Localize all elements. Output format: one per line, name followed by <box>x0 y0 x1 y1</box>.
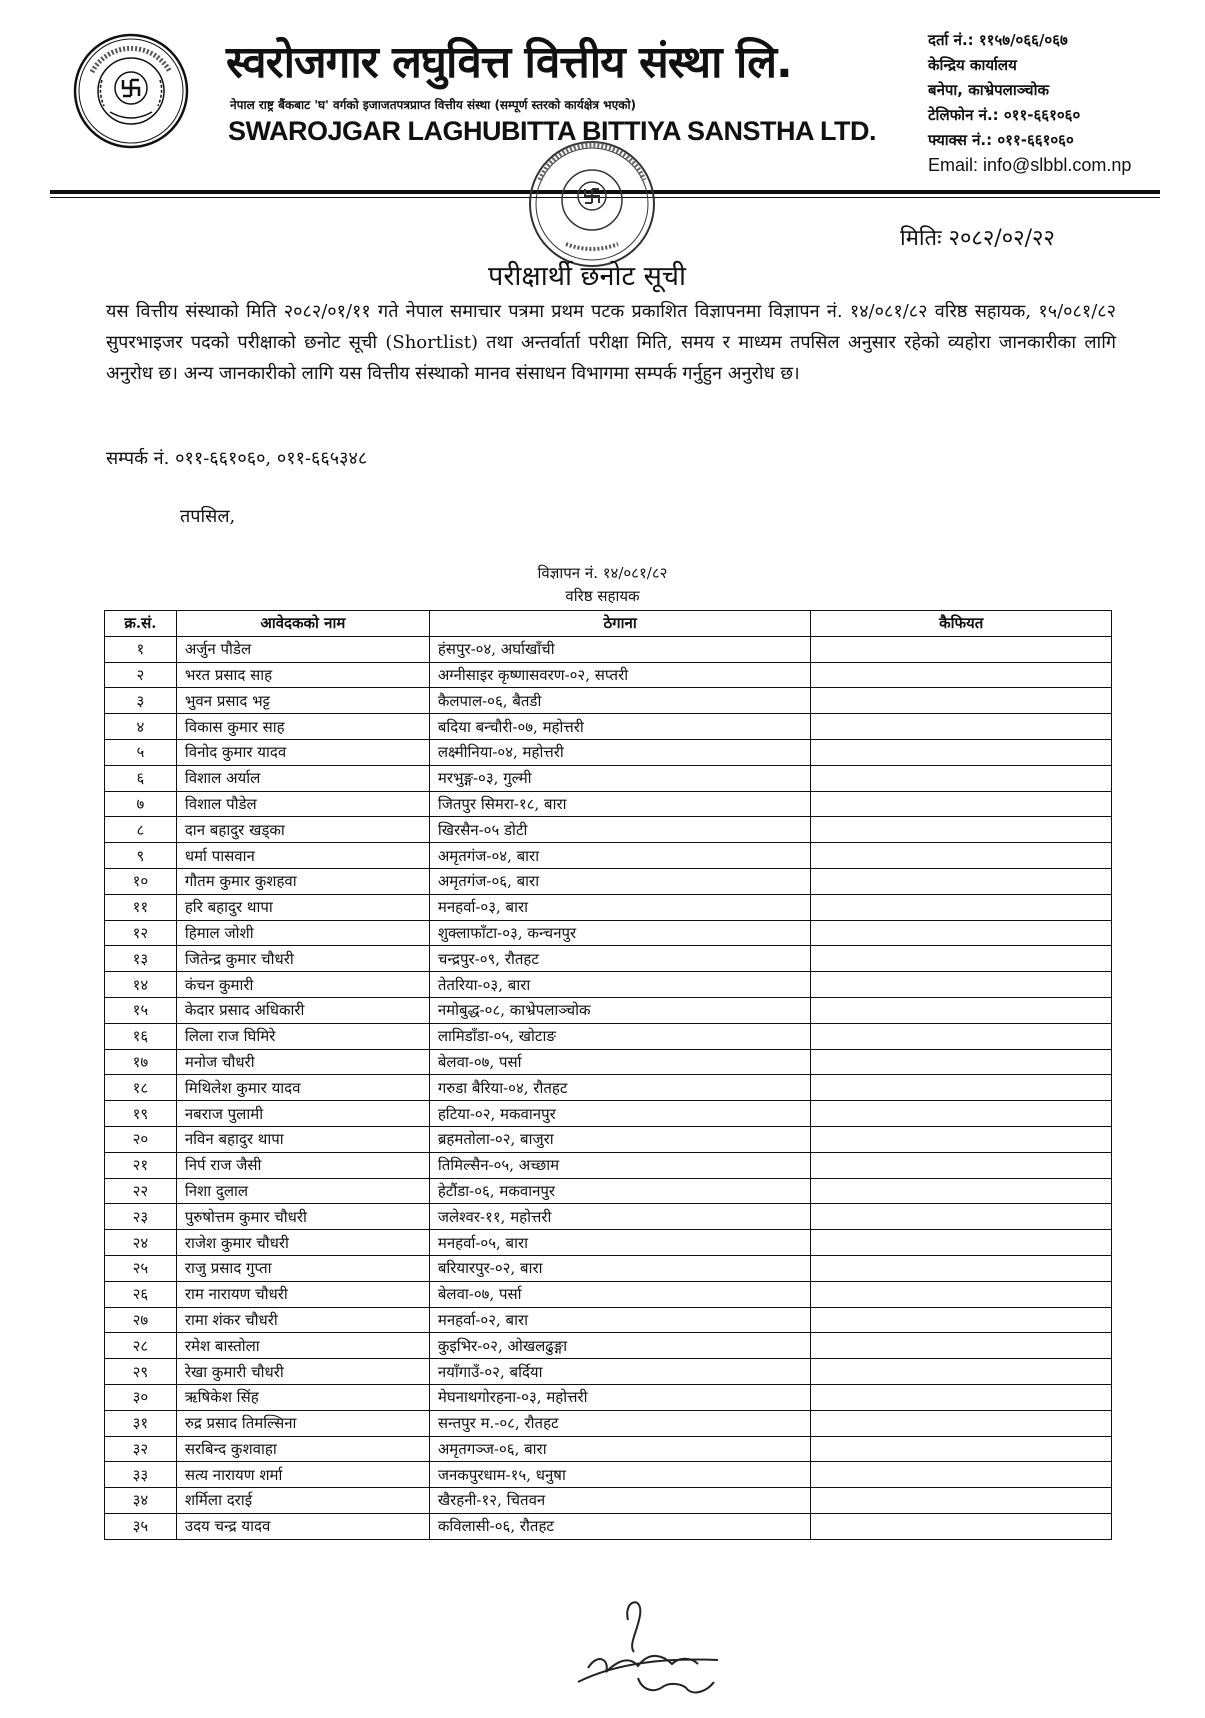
cell-applicant-name: विकास कुमार साह <box>176 714 429 740</box>
cell-remarks <box>811 1513 1112 1539</box>
document-date: मितिः २०८२/०२/२२ <box>900 226 1055 251</box>
table-row <box>105 843 1112 869</box>
cell-address: खिरसैन-०५ डोटी <box>429 817 811 843</box>
table-row <box>105 1126 1112 1152</box>
table-row <box>105 920 1112 946</box>
cell-applicant-name: राजेश कुमार चौधरी <box>176 1230 429 1256</box>
cell-address: अमृतगंज-०६, बारा <box>429 868 811 894</box>
cell-applicant-name: उदय चन्द्र यादव <box>176 1513 429 1539</box>
cell-applicant-name: राजु प्रसाद गुप्ता <box>176 1255 429 1281</box>
cell-serial: २० <box>105 1126 177 1152</box>
cell-address: लामिडाँडा-०५, खोटाङ <box>429 1023 811 1049</box>
cell-applicant-name: भुवन प्रसाद भट्ट <box>176 688 429 714</box>
table-row <box>105 1359 1112 1385</box>
table-row <box>105 714 1112 740</box>
cell-serial: १९ <box>105 1101 177 1127</box>
company-name-nepali: स्वरोजगार लघुवित्त वित्तीय संस्था लि. <box>226 37 792 88</box>
table-row <box>105 688 1112 714</box>
cell-address: खैरहनी-१२, चितवन <box>429 1488 811 1514</box>
details-label: तपसिल, <box>180 506 236 527</box>
license-line: नेपाल राष्ट्र बैंकबाट 'घ' वर्गको इजाजतपत्रप्राप्त वित्तीय संस्था (सम्पूर्ण स्तरको कार्यक्षेत्र भएको) <box>230 98 637 112</box>
cell-applicant-name: हरि बहादुर थापा <box>176 894 429 920</box>
cell-remarks <box>811 765 1112 791</box>
cell-address: मनहर्वा-०५, बारा <box>429 1230 811 1256</box>
table-row <box>105 972 1112 998</box>
table-row <box>105 894 1112 920</box>
cell-applicant-name: लिला राज घिमिरे <box>176 1023 429 1049</box>
cell-serial: ३० <box>105 1384 177 1410</box>
cell-remarks <box>811 739 1112 765</box>
cell-serial: २३ <box>105 1204 177 1230</box>
cell-address: मनहर्वा-०३, बारा <box>429 894 811 920</box>
cell-serial: २८ <box>105 1333 177 1359</box>
cell-address: अग्नीसाइर कृष्णासवरण-०२, सप्तरी <box>429 662 811 688</box>
cell-address: हटिया-०२, मकवानपुर <box>429 1101 811 1127</box>
cell-serial: १५ <box>105 997 177 1023</box>
cell-applicant-name: कंचन कुमारी <box>176 972 429 998</box>
table-header-row <box>105 611 1112 637</box>
header-contact-block <box>928 28 1131 178</box>
signature <box>568 1590 738 1700</box>
cell-remarks <box>811 1307 1112 1333</box>
table-body <box>105 636 1112 1539</box>
table-row <box>105 1101 1112 1127</box>
cell-address: शुक्लाफाँटा-०३, कन्चनपुर <box>429 920 811 946</box>
cell-address: बेलवा-०७, पर्सा <box>429 1281 811 1307</box>
shortlist-table <box>104 610 1112 1540</box>
cell-address: नयाँगाउँ-०२, बर्दिया <box>429 1359 811 1385</box>
cell-remarks <box>811 997 1112 1023</box>
office-stamp <box>506 140 678 270</box>
cell-serial: २६ <box>105 1281 177 1307</box>
page-title: परीक्षार्थी छनोट सूची <box>488 261 687 292</box>
cell-address: हेटौंडा-०६, मकवानपुर <box>429 1178 811 1204</box>
cell-address: नमोबुद्ध-०८, काभ्रेपलाञ्चोक <box>429 997 811 1023</box>
cell-serial: ३३ <box>105 1462 177 1488</box>
telephone-number: टेलिफोन नं.: ०११-६६१०६० <box>928 106 1081 124</box>
cell-serial: २४ <box>105 1230 177 1256</box>
table-row <box>105 997 1112 1023</box>
cell-serial: ३५ <box>105 1513 177 1539</box>
cell-address: जलेश्वर-११, महोत्तरी <box>429 1204 811 1230</box>
cell-serial: २५ <box>105 1255 177 1281</box>
cell-remarks <box>811 1281 1112 1307</box>
header-address: ठेगाना <box>429 611 811 637</box>
cell-applicant-name: विशाल पौडेल <box>176 791 429 817</box>
cell-address: बरियारपुर-०२, बारा <box>429 1255 811 1281</box>
cell-address: अमृतगंज-०४, बारा <box>429 843 811 869</box>
table-row <box>105 1075 1112 1101</box>
cell-remarks <box>811 1075 1112 1101</box>
table-row <box>105 1049 1112 1075</box>
cell-address: तेतरिया-०३, बारा <box>429 972 811 998</box>
cell-serial: १ <box>105 636 177 662</box>
cell-serial: १४ <box>105 972 177 998</box>
cell-applicant-name: गौतम कुमार कुशहवा <box>176 868 429 894</box>
cell-remarks <box>811 1488 1112 1514</box>
cell-serial: १६ <box>105 1023 177 1049</box>
table-row <box>105 1230 1112 1256</box>
table-row <box>105 791 1112 817</box>
registration-number: दर्ता नं.: ११५७/०६६/०६७ <box>928 31 1068 49</box>
cell-applicant-name: हिमाल जोशी <box>176 920 429 946</box>
cell-serial: १७ <box>105 1049 177 1075</box>
cell-remarks <box>811 1462 1112 1488</box>
cell-address: गरुडा बैरिया-०४, रौतहट <box>429 1075 811 1101</box>
cell-address: जनकपुरधाम-१५, धनुषा <box>429 1462 811 1488</box>
cell-address: सन्तपुर म.-०८, रौतहट <box>429 1410 811 1436</box>
cell-remarks <box>811 894 1112 920</box>
cell-remarks <box>811 1101 1112 1127</box>
contact-numbers: सम्पर्क नं. ०११-६६१०६०, ०११-६६५३४८ <box>106 448 368 469</box>
cell-serial: ७ <box>105 791 177 817</box>
cell-address: जितपुर सिमरा-१८, बारा <box>429 791 811 817</box>
cell-serial: ४ <box>105 714 177 740</box>
cell-remarks <box>811 843 1112 869</box>
cell-applicant-name: मिथिलेश कुमार यादव <box>176 1075 429 1101</box>
table-row <box>105 636 1112 662</box>
email-address: Email: info@slbbl.com.np <box>928 155 1132 175</box>
cell-remarks <box>811 946 1112 972</box>
cell-applicant-name: मनोज चौधरी <box>176 1049 429 1075</box>
table-row <box>105 1023 1112 1049</box>
cell-serial: ३१ <box>105 1410 177 1436</box>
cell-serial: २९ <box>105 1359 177 1385</box>
cell-address: बेलवा-०७, पर्सा <box>429 1049 811 1075</box>
cell-applicant-name: सरबिन्द कुशवाहा <box>176 1436 429 1462</box>
cell-address: कविलासी-०६, रौतहट <box>429 1513 811 1539</box>
company-name-english: SWAROJGAR LAGHUBITTA BITTIYA SANSTHA LTD. <box>228 116 876 146</box>
cell-remarks <box>811 714 1112 740</box>
table-row <box>105 868 1112 894</box>
cell-applicant-name: दान बहादुर खड्का <box>176 817 429 843</box>
cell-address: तिमिल्सैन-०५, अच्छाम <box>429 1152 811 1178</box>
cell-applicant-name: विशाल अर्याल <box>176 765 429 791</box>
cell-serial: ६ <box>105 765 177 791</box>
cell-remarks <box>811 1178 1112 1204</box>
office-label: केन्द्रिय कार्यालय <box>928 56 1017 74</box>
cell-remarks <box>811 868 1112 894</box>
cell-serial: ३२ <box>105 1436 177 1462</box>
cell-remarks <box>811 1126 1112 1152</box>
cell-serial: ८ <box>105 817 177 843</box>
cell-remarks <box>811 1410 1112 1436</box>
cell-applicant-name: नबराज पुलामी <box>176 1101 429 1127</box>
cell-applicant-name: निशा दुलाल <box>176 1178 429 1204</box>
cell-address: अमृतगञ्ज-०६, बारा <box>429 1436 811 1462</box>
table-row <box>105 1333 1112 1359</box>
table-row <box>105 1178 1112 1204</box>
cell-serial: १३ <box>105 946 177 972</box>
cell-applicant-name: शर्मिला दराई <box>176 1488 429 1514</box>
cell-applicant-name: रुद्र प्रसाद तिमल्सिना <box>176 1410 429 1436</box>
table-row <box>105 1204 1112 1230</box>
header-remarks: कैफियत <box>811 611 1112 637</box>
cell-serial: २२ <box>105 1178 177 1204</box>
cell-applicant-name: नविन बहादुर थापा <box>176 1126 429 1152</box>
table-row <box>105 739 1112 765</box>
cell-address: ब्रहमतोला-०२, बाजुरा <box>429 1126 811 1152</box>
header-applicant-name: आवेदकको नाम <box>176 611 429 637</box>
cell-applicant-name: ऋषिकेश सिंह <box>176 1384 429 1410</box>
table-row <box>105 1281 1112 1307</box>
cell-remarks <box>811 791 1112 817</box>
table-row <box>105 662 1112 688</box>
table-row <box>105 765 1112 791</box>
cell-remarks <box>811 636 1112 662</box>
cell-address: चन्द्रपुर-०९, रौतहट <box>429 946 811 972</box>
cell-serial: २ <box>105 662 177 688</box>
table-row <box>105 1384 1112 1410</box>
cell-address: मेघनाथगोरहना-०३, महोत्तरी <box>429 1384 811 1410</box>
cell-address: हंसपुर-०४, अर्घाखाँची <box>429 636 811 662</box>
cell-applicant-name: भरत प्रसाद साह <box>176 662 429 688</box>
cell-serial: १२ <box>105 920 177 946</box>
fax-number: फ्याक्स नं.: ०११-६६१०६० <box>928 131 1074 149</box>
cell-remarks <box>811 920 1112 946</box>
cell-remarks <box>811 662 1112 688</box>
cell-applicant-name: रामा शंकर चौधरी <box>176 1307 429 1333</box>
cell-remarks <box>811 1049 1112 1075</box>
cell-applicant-name: राम नारायण चौधरी <box>176 1281 429 1307</box>
table-row <box>105 1410 1112 1436</box>
cell-address: बदिया बन्चौरी-०७, महोत्तरी <box>429 714 811 740</box>
table-row <box>105 817 1112 843</box>
cell-address: मरभुङ्ग-०३, गुल्मी <box>429 765 811 791</box>
table-row <box>105 1152 1112 1178</box>
table-row <box>105 1255 1112 1281</box>
cell-applicant-name: विनोद कुमार यादव <box>176 739 429 765</box>
cell-applicant-name: रमेश बास्तोला <box>176 1333 429 1359</box>
cell-applicant-name: केदार प्रसाद अधिकारी <box>176 997 429 1023</box>
cell-applicant-name: निर्प राज जैसी <box>176 1152 429 1178</box>
cell-serial: १० <box>105 868 177 894</box>
cell-remarks <box>811 688 1112 714</box>
cell-applicant-name: अर्जुन पौडेल <box>176 636 429 662</box>
notice-body-text: यस वित्तीय संस्थाको मिति २०८२/०१/११ गते नेपाल समाचार पत्रमा प्रथम पटक प्रकाशित विज्ञापनमा विज्ञापन नं. १४/०८१/८२ वरिष्ठ सहायक, १५/०८१/८२ सुपरभाइजर पदको परीक्षाको छनोट सूची (Shortlist) तथा अन्तर्वार्ता परीक्षा मिति, समय र माध्यम तपसिल अनुसार रहेको व्यहोरा जानकारीका लागि अनुरोध छ। अन्य जानकारीको लागि यस वित्तीय संस्थाको मानव संसाधन विभागमा सम्पर्क गर्नुहुन अनुरोध छ। <box>106 301 1116 384</box>
cell-remarks <box>811 1359 1112 1385</box>
cell-serial: ३ <box>105 688 177 714</box>
cell-applicant-name: जितेन्द्र कुमार चौधरी <box>176 946 429 972</box>
cell-remarks <box>811 1436 1112 1462</box>
office-location: बनेपा, काभ्रेपलाञ्चोक <box>928 81 1049 99</box>
table-row <box>105 946 1112 972</box>
cell-applicant-name: धर्मा पासवान <box>176 843 429 869</box>
cell-serial: १८ <box>105 1075 177 1101</box>
cell-applicant-name: सत्य नारायण शर्मा <box>176 1462 429 1488</box>
cell-remarks <box>811 1333 1112 1359</box>
cell-remarks <box>811 1023 1112 1049</box>
table-row <box>105 1462 1112 1488</box>
cell-serial: ३४ <box>105 1488 177 1514</box>
advertisement-number: विज्ञापन नं. १४/०८१/८२ <box>537 564 668 582</box>
cell-serial: ५ <box>105 739 177 765</box>
cell-address: मनहर्वा-०२, बारा <box>429 1307 811 1333</box>
cell-remarks <box>811 972 1112 998</box>
table-row <box>105 1307 1112 1333</box>
table-row <box>105 1488 1112 1514</box>
cell-serial: २१ <box>105 1152 177 1178</box>
cell-applicant-name: पुरुषोत्तम कुमार चौधरी <box>176 1204 429 1230</box>
table-row <box>105 1513 1112 1539</box>
cell-address: कुइभिर-०२, ओखलढुङ्गा <box>429 1333 811 1359</box>
cell-remarks <box>811 1255 1112 1281</box>
cell-applicant-name: रेखा कुमारी चौधरी <box>176 1359 429 1385</box>
cell-serial: ११ <box>105 894 177 920</box>
cell-serial: ९ <box>105 843 177 869</box>
cell-remarks <box>811 1204 1112 1230</box>
cell-remarks <box>811 817 1112 843</box>
cell-address: लक्ष्मीनिया-०४, महोत्तरी <box>429 739 811 765</box>
table-row <box>105 1436 1112 1462</box>
cell-remarks <box>811 1384 1112 1410</box>
header-serial: क्र.सं. <box>105 611 177 637</box>
advertised-post: वरिष्ठ सहायक <box>565 587 640 605</box>
cell-serial: २७ <box>105 1307 177 1333</box>
company-logo-seal <box>72 32 190 150</box>
cell-remarks <box>811 1230 1112 1256</box>
cell-remarks <box>811 1152 1112 1178</box>
cell-address: कैलपाल-०६, बैतडी <box>429 688 811 714</box>
